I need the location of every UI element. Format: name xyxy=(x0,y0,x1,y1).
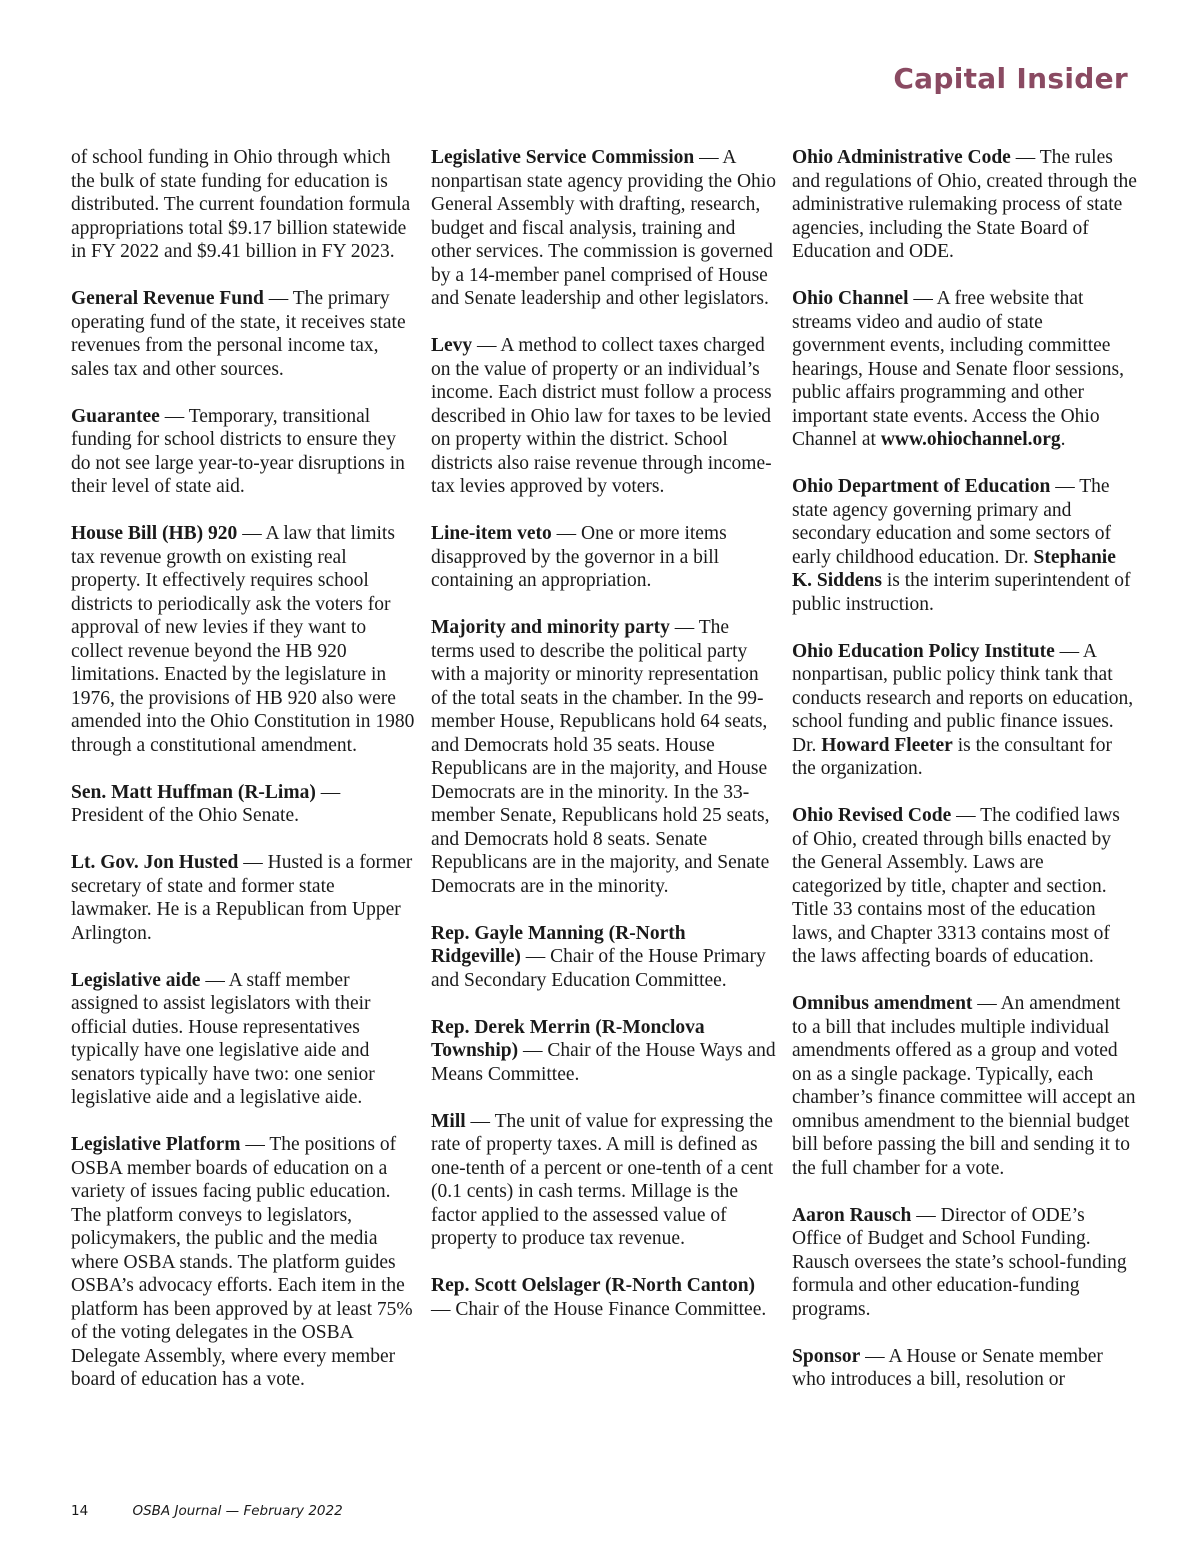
glossary-definition: — Husted is a former secretary of state and former state lawmaker. He is a Republican from Upper Arlington. xyxy=(71,852,413,944)
glossary-entry xyxy=(792,287,1137,452)
glossary-entry xyxy=(792,804,1137,969)
page-footer xyxy=(71,1503,343,1519)
glossary-term: Legislative aide xyxy=(71,969,201,991)
glossary-entry xyxy=(431,1110,776,1251)
page-number: 14 xyxy=(71,1503,89,1519)
glossary-term: Guarantee xyxy=(71,405,160,427)
glossary-entry xyxy=(431,1274,776,1321)
glossary-definition: — Director of ODE’s Office of Budget and School Funding. Rausch oversees the state’s school-funding formula and other education-funding programs. xyxy=(792,1204,1127,1320)
glossary-definition: — Chair of the House Finance Committee. xyxy=(431,1298,767,1320)
glossary-term: Majority and minority party xyxy=(431,617,670,638)
glossary-definition-tail: is the interim superintendent of public instruction. xyxy=(792,570,1131,615)
glossary-term: Legislative Service Commission xyxy=(431,147,695,168)
glossary-definition-tail: . xyxy=(1060,429,1066,450)
glossary-definition: — A method to collect taxes charged on the value of property or an individual’s income. Each district must follow a process described in Ohio law for taxes to be levied on property within the district. School districts also raise revenue through income-tax levies approved by voters. xyxy=(431,335,772,497)
column-1 xyxy=(71,146,416,1415)
glossary-definition: — A law that limits tax revenue growth on existing real property. It effectively requires school districts to periodically ask the voters for approval of new levies if they want to collect revenue beyond the HB 920 limitations. Enacted by the legislature in 1976, the provisions of HB 920 also were amended into the Ohio Constitution in 1980 through a constitutional amendment. xyxy=(71,523,415,756)
glossary-term: Ohio Administrative Code xyxy=(792,147,1011,168)
glossary-definition-tail: is the consultant for the organization. xyxy=(792,734,1113,779)
glossary-entry xyxy=(431,922,776,993)
column-2 xyxy=(431,146,776,1345)
glossary-entry xyxy=(431,146,776,311)
glossary-term: Line-item veto xyxy=(431,523,552,544)
glossary-term: Omnibus amendment xyxy=(792,993,973,1014)
glossary-term: Sponsor xyxy=(792,1345,861,1367)
glossary-definition: — Chair of the House Primary and Secondary Education Committee. xyxy=(431,946,766,991)
section-title: Capital Insider xyxy=(893,62,1128,95)
glossary-definition: — A nonpartisan, public policy think tank that conducts research and reports on education, school funding and public finance issues. Dr. xyxy=(792,640,1134,756)
glossary-definition: — The unit of value for expressing the rate of property taxes. A mill is defined as one-tenth of a percent or one-tenth of a cent (0.1 cents) in cash terms. Millage is the factor applied to the assessed value of property to produce tax revenue. xyxy=(431,1110,774,1249)
glossary-entry xyxy=(431,522,776,593)
glossary-entry xyxy=(792,1345,1137,1392)
glossary-term: Ohio Education Policy Institute xyxy=(792,640,1055,662)
glossary-definition: — The positions of OSBA member boards of education on a variety of issues facing public education. The platform conveys to legislators, policymakers, the public and the media where OSBA stands. The platform guides OSBA’s advocacy efforts. Each item in the platform has been approved by at least 75% of the voting delegates in the OSBA Delegate Assembly, where every member board of education has a vote. xyxy=(71,1134,413,1390)
glossary-definition: — A free website that streams video and audio of state government events, including committee hearings, House and Senate floor sessions, public affairs programming and other important state events. Access the Ohio Channel at xyxy=(792,288,1124,450)
glossary-term: Rep. Derek Merrin (R-Monclova Township) xyxy=(431,1016,705,1061)
glossary-entry xyxy=(71,1133,416,1392)
glossary-term: House Bill (HB) 920 xyxy=(71,523,238,544)
glossary-term: Legislative Platform xyxy=(71,1134,241,1155)
glossary-definition: — Temporary, transitional funding for school districts to ensure they do not see large year-to-year disruptions in their level of state aid. xyxy=(71,405,405,497)
glossary-entry xyxy=(71,522,416,757)
glossary-term: Rep. Scott Oelslager (R-North Canton) xyxy=(431,1275,756,1296)
glossary-definition: — Chair of the House Ways and Means Committee. xyxy=(431,1040,776,1085)
glossary-definition: — President of the Ohio Senate. xyxy=(71,781,341,826)
glossary-definition: — A nonpartisan state agency providing the Ohio General Assembly with drafting, research, budget and fiscal analysis, training and other services. The commission is governed by a 14-member panel comprised of House and Senate leadership and other legislators. xyxy=(431,147,776,309)
glossary-entry xyxy=(792,1204,1137,1322)
glossary-entry xyxy=(431,334,776,499)
glossary-term: General Revenue Fund xyxy=(71,288,264,309)
glossary-term: Levy xyxy=(431,335,473,356)
glossary-entry xyxy=(792,475,1137,616)
glossary-definition: — An amendment to a bill that includes multiple individual amendments offered as a group and voted on as a single package. Typically, each chamber’s finance committee will accept an omnibus amendment to the biennial budget bill before passing the bill and sending it to the full chamber for a vote. xyxy=(792,993,1136,1179)
glossary-entry xyxy=(71,851,416,945)
glossary-term: Sen. Matt Huffman (R-Lima) xyxy=(71,781,316,803)
glossary-term: Aaron Rausch xyxy=(792,1204,912,1226)
column-3 xyxy=(792,146,1137,1415)
glossary-definition: — The terms used to describe the political party with a majority or minority representation of the total seats in the chamber. In the 99-member House, Republicans hold 64 seats, and Democrats hold 35 seats. House Republicans are in the majority, and House Democrats are in the minority. In the 33-member Senate, Republicans hold 25 seats, and Democrats hold 8 seats. Senate Republicans are in the majority, and Senate Democrats are in the minority. xyxy=(431,617,770,897)
glossary-definition: — The state agency governing primary and secondary education and some sectors of early childhood education. Dr. xyxy=(792,476,1111,568)
glossary-definition: — The rules and regulations of Ohio, created through the administrative rulemaking process of state agencies, including the State Board of Education and ODE. xyxy=(792,147,1137,262)
glossary-definition: — The codified laws of Ohio, created through bills enacted by the General Assembly. Laws are categorized by title, chapter and section. Title 33 contains most of the education laws, and Chapter 3313 contains most of the laws affecting boards of education. xyxy=(792,805,1120,967)
glossary-entry xyxy=(792,992,1137,1180)
glossary-entry xyxy=(71,405,416,499)
glossary-entry xyxy=(71,146,416,264)
glossary-term: Mill xyxy=(431,1110,466,1132)
glossary-definition: of school funding in Ohio through which the bulk of state funding for education is distributed. The current foundation formula appropriations total $9.17 billion statewide in FY 2022 and $9.41 billion in FY 2023. xyxy=(71,147,411,262)
glossary-term: Ohio Channel xyxy=(792,288,909,309)
glossary-entry xyxy=(792,640,1137,781)
glossary-definition: — A staff member assigned to assist legislators with their official duties. House representatives typically have one legislative aide and senators typically have two: one senior legislative aide and a legislative aide. xyxy=(71,969,375,1108)
glossary-entry xyxy=(431,616,776,898)
glossary-definition: — A House or Senate member who introduces a bill, resolution or xyxy=(792,1345,1103,1390)
glossary-bold-name: Stephanie K. Siddens xyxy=(792,546,1116,591)
glossary-definition: — One or more items disapproved by the governor in a bill containing an appropriation. xyxy=(431,523,727,591)
glossary-bold-name: www.ohiochannel.org xyxy=(880,429,1061,450)
glossary-term: Ohio Revised Code xyxy=(792,805,952,826)
glossary-bold-name: Howard Fleeter xyxy=(821,734,953,756)
publication-line: OSBA Journal — February 2022 xyxy=(132,1503,343,1519)
glossary-definition: — The primary operating fund of the state, it receives state revenues from the personal income tax, sales tax and other sources. xyxy=(71,288,406,380)
glossary-entry xyxy=(792,146,1137,264)
glossary-term: Lt. Gov. Jon Husted xyxy=(71,852,239,873)
glossary-entry xyxy=(71,969,416,1110)
glossary-term: Ohio Department of Education xyxy=(792,476,1051,497)
glossary-entry xyxy=(71,287,416,381)
glossary-term: Rep. Gayle Manning (R-North Ridgeville) xyxy=(431,922,686,967)
glossary-entry xyxy=(71,781,416,828)
glossary-entry xyxy=(431,1016,776,1087)
